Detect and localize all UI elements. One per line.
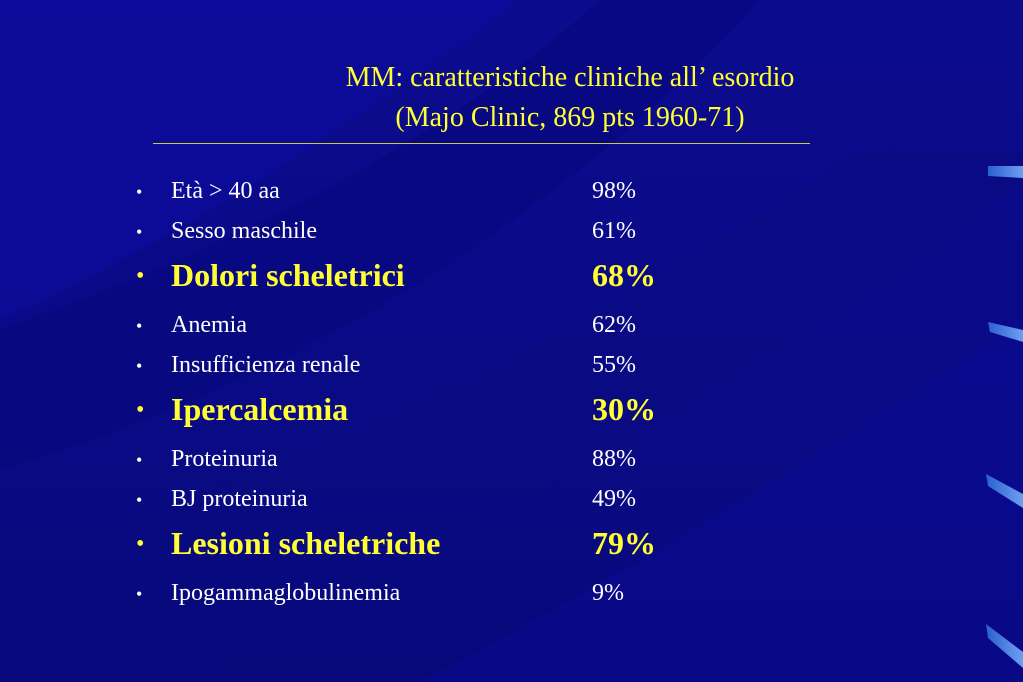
bullet-icon: • (136, 263, 145, 289)
list-item (136, 176, 736, 216)
item-value: 61% (592, 218, 636, 244)
bullet-icon: • (136, 531, 145, 557)
item-label: Dolori scheletrici (171, 257, 405, 293)
bullet-icon: • (136, 222, 143, 242)
item-value: 68% (592, 257, 656, 293)
list-item (136, 216, 736, 256)
item-value: 88% (592, 446, 636, 472)
accent-tab-1 (988, 166, 1023, 178)
list-item (136, 310, 736, 350)
bullet-icon: • (136, 490, 143, 510)
list-item (136, 350, 736, 390)
item-label: Lesioni scheletriche (171, 525, 441, 561)
list-item (136, 484, 736, 524)
title-line-1: MM: caratteristiche cliniche all’ esordio (345, 62, 795, 93)
bullet-icon: • (136, 584, 143, 604)
title-underline (153, 143, 810, 144)
list-item-highlight (136, 524, 736, 578)
item-value: 98% (592, 178, 636, 204)
bullet-icon: • (136, 356, 143, 376)
item-label: Anemia (171, 312, 247, 338)
bullet-icon: • (136, 397, 145, 423)
item-label: Età > 40 aa (171, 178, 280, 204)
title-line-2: (Majo Clinic, 869 pts 1960-71) (395, 102, 745, 133)
item-value: 49% (592, 486, 636, 512)
bullet-list (136, 176, 736, 618)
item-label: Sesso maschile (171, 218, 317, 244)
bullet-icon: • (136, 450, 143, 470)
item-value: 55% (592, 352, 636, 378)
item-value: 9% (592, 580, 624, 606)
item-value: 79% (592, 525, 656, 561)
item-label: Ipercalcemia (171, 391, 349, 427)
list-item (136, 444, 736, 484)
list-item-highlight (136, 256, 736, 310)
item-label: BJ proteinuria (171, 486, 308, 512)
list-item (136, 578, 736, 618)
bullet-icon: • (136, 316, 143, 336)
slide-title (150, 58, 990, 138)
bullet-icon: • (136, 182, 143, 202)
item-label: Insufficienza renale (171, 352, 361, 378)
item-value: 30% (592, 391, 656, 427)
item-label: Ipogammaglobulinemia (171, 580, 401, 606)
list-item-highlight (136, 390, 736, 444)
item-label: Proteinuria (171, 446, 278, 472)
item-value: 62% (592, 312, 636, 338)
